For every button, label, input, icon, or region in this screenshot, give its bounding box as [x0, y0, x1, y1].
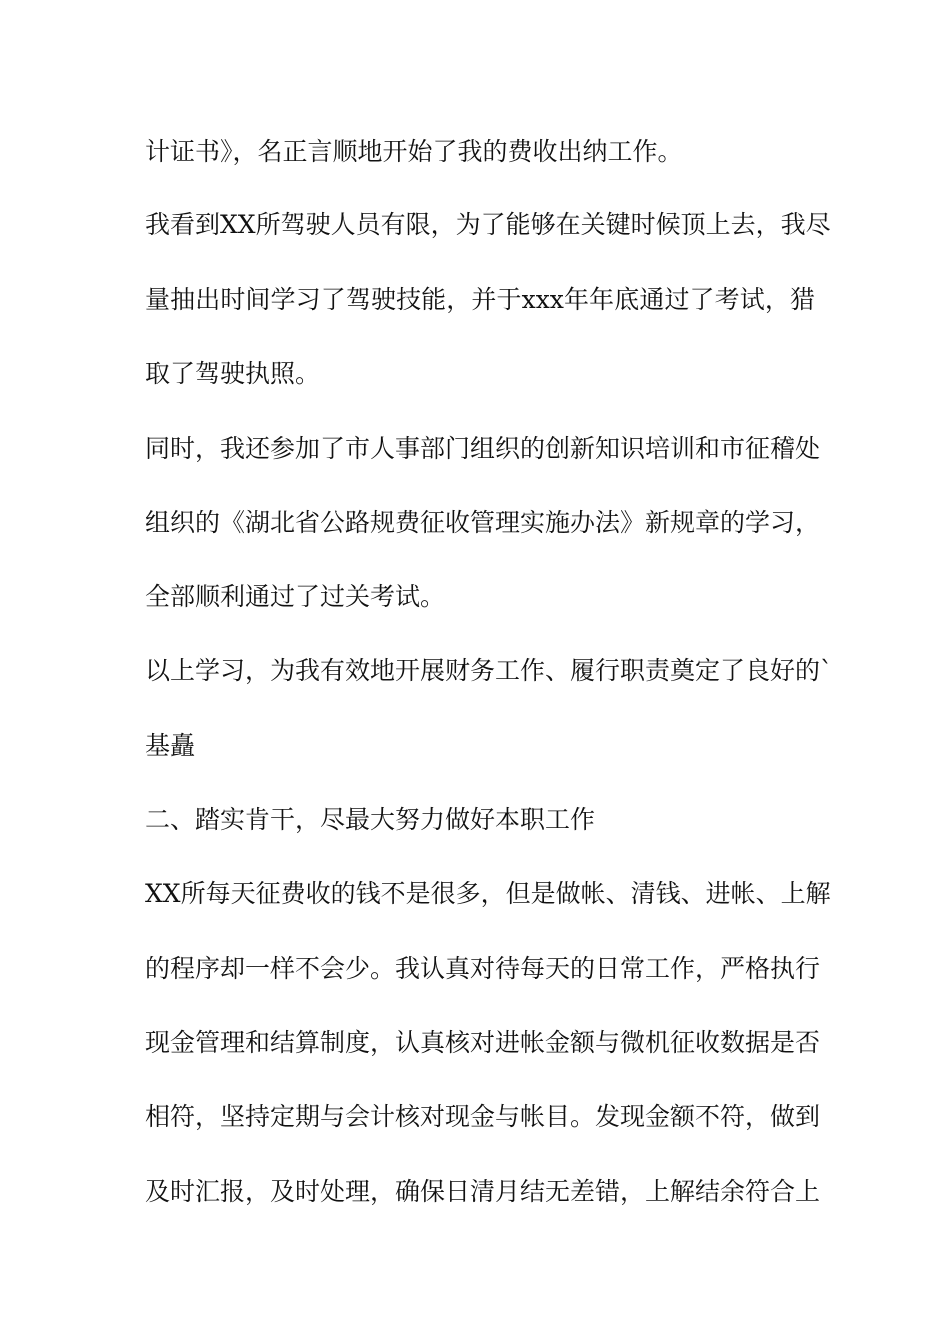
text-line: 以上学习，为我有效地开展财务工作、履行职责奠定了良好的`: [145, 656, 833, 685]
text-line: 及时汇报，及时处理，确保日清月结无差错，上解结余符合上: [145, 1177, 821, 1206]
section-heading: 二、踏实肯干，尽最大努力做好本职工作: [145, 805, 596, 834]
text-line: 我看到XX所驾驶人员有限，为了能够在关键时候顶上去，我尽: [145, 210, 831, 239]
text-line: 全部顺利通过了过关考试。: [145, 582, 446, 611]
text-line: 组织的《湖北省公路规费征收管理实施办法》新规章的学习，: [145, 508, 821, 537]
text-line: 基矗: [145, 731, 196, 760]
text-line: 的程序却一样不会少。我认真对待每天的日常工作，严格执行: [145, 954, 821, 983]
text-line: XX所每天征费收的钱不是很多，但是做帐、清钱、进帐、上解: [145, 879, 831, 908]
text-line: 计证书》，名正言顺地开始了我的费收出纳工作。: [145, 137, 683, 166]
text-line: 同时，我还参加了市人事部门组织的创新知识培训和市征稽处: [145, 434, 821, 463]
text-line: 现金管理和结算制度，认真核对进帐金额与微机征收数据是否: [145, 1028, 821, 1057]
text-line: 量抽出时间学习了驾驶技能，并于xxx年年底通过了考试，猎: [145, 285, 815, 314]
text-line: 取了驾驶执照。: [145, 359, 321, 388]
text-line: 相符，坚持定期与会计核对现金与帐目。发现金额不符，做到: [145, 1102, 821, 1131]
